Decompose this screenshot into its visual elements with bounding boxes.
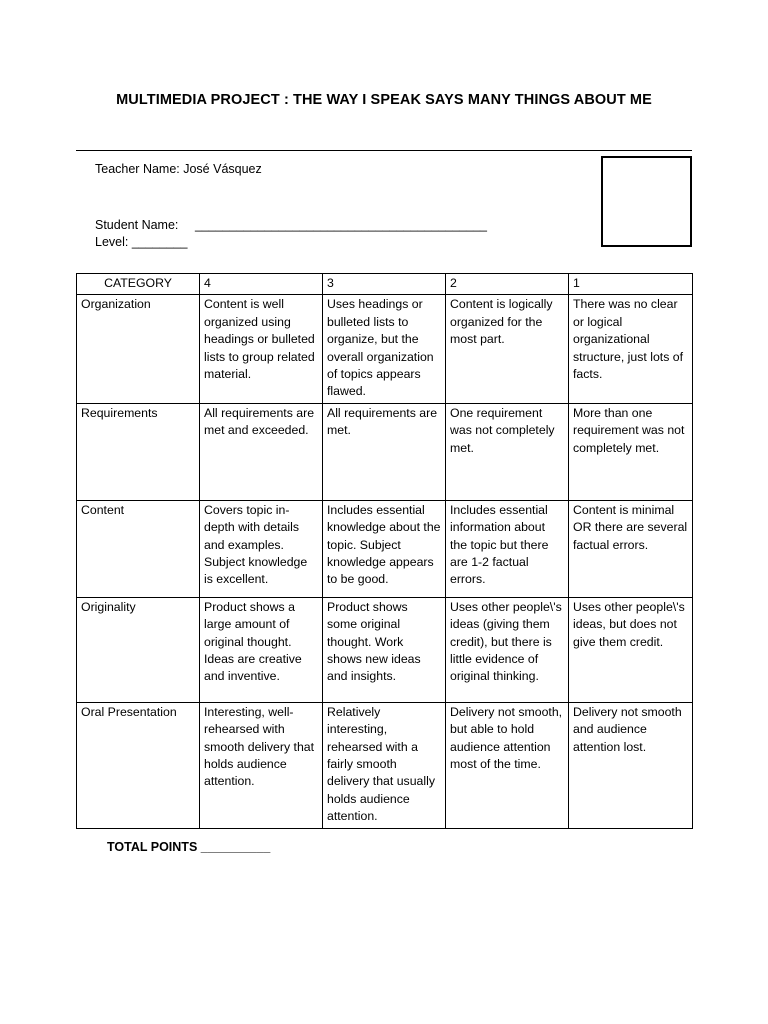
cell-score-2: Includes essential information about the topic but there are 1-2 factual errors. [446,500,569,597]
row-category: Oral Presentation [77,702,200,828]
row-category: Requirements [77,403,200,500]
cell-score-3: Includes essential knowledge about the topic. Subject knowledge appears to be good. [323,500,446,597]
row-category: Organization [77,295,200,403]
cell-score-1: There was no clear or logical organizational structure, just lots of facts. [569,295,693,403]
student-name-label: Student Name: [95,218,179,232]
student-name-line [95,218,487,232]
cell-score-2: Content is logically organized for the most part. [446,295,569,403]
cell-score-2: Delivery not smooth, but able to hold audience attention most of the time. [446,702,569,828]
document-title: MULTIMEDIA PROJECT : THE WAY I SPEAK SAYS MANY THINGS ABOUT ME [116,92,652,108]
cell-score-3: Relatively interesting, rehearsed with a fairly smooth delivery that usually holds audience attention. [323,702,446,828]
table-row [77,295,693,403]
table-row [77,403,693,500]
cell-score-4: All requirements are met and exceeded. [200,403,323,500]
table-row [77,500,693,597]
cell-score-1: Uses other people\'s ideas, but does not give them credit. [569,597,693,702]
header-score-3: 3 [323,274,446,295]
row-category: Content [77,500,200,597]
student-name-blank: __________________________________________ [195,218,487,232]
teacher-name: Teacher Name: José Vásquez [95,162,262,176]
cell-score-1: Delivery not smooth and audience attention lost. [569,702,693,828]
table-row [77,597,693,702]
cell-score-2: Uses other people\'s ideas (giving them credit), but there is little evidence of original thinking. [446,597,569,702]
cell-score-3: Product shows some original thought. Work shows new ideas and insights. [323,597,446,702]
header-score-1: 1 [569,274,693,295]
table-row [77,702,693,828]
rubric-table [76,273,693,829]
cell-score-4: Interesting, well-rehearsed with smooth delivery that holds audience attention. [200,702,323,828]
grade-box [601,156,692,247]
row-category: Originality [77,597,200,702]
cell-score-4: Covers topic in-depth with details and examples. Subject knowledge is excellent. [200,500,323,597]
title-divider [76,150,692,151]
cell-score-4: Content is well organized using headings or bulleted lists to group related material. [200,295,323,403]
total-points: TOTAL POINTS __________ [107,840,271,854]
cell-score-1: More than one requirement was not completely met. [569,403,693,500]
level-line: Level: ________ [95,235,188,249]
cell-score-2: One requirement was not completely met. [446,403,569,500]
header-row [77,274,693,295]
header-score-2: 2 [446,274,569,295]
cell-score-1: Content is minimal OR there are several factual errors. [569,500,693,597]
cell-score-3: All requirements are met. [323,403,446,500]
cell-score-3: Uses headings or bulleted lists to organize, but the overall organization of topics appears flawed. [323,295,446,403]
header-score-4: 4 [200,274,323,295]
header-category: CATEGORY [77,274,200,295]
cell-score-4: Product shows a large amount of original thought. Ideas are creative and inventive. [200,597,323,702]
